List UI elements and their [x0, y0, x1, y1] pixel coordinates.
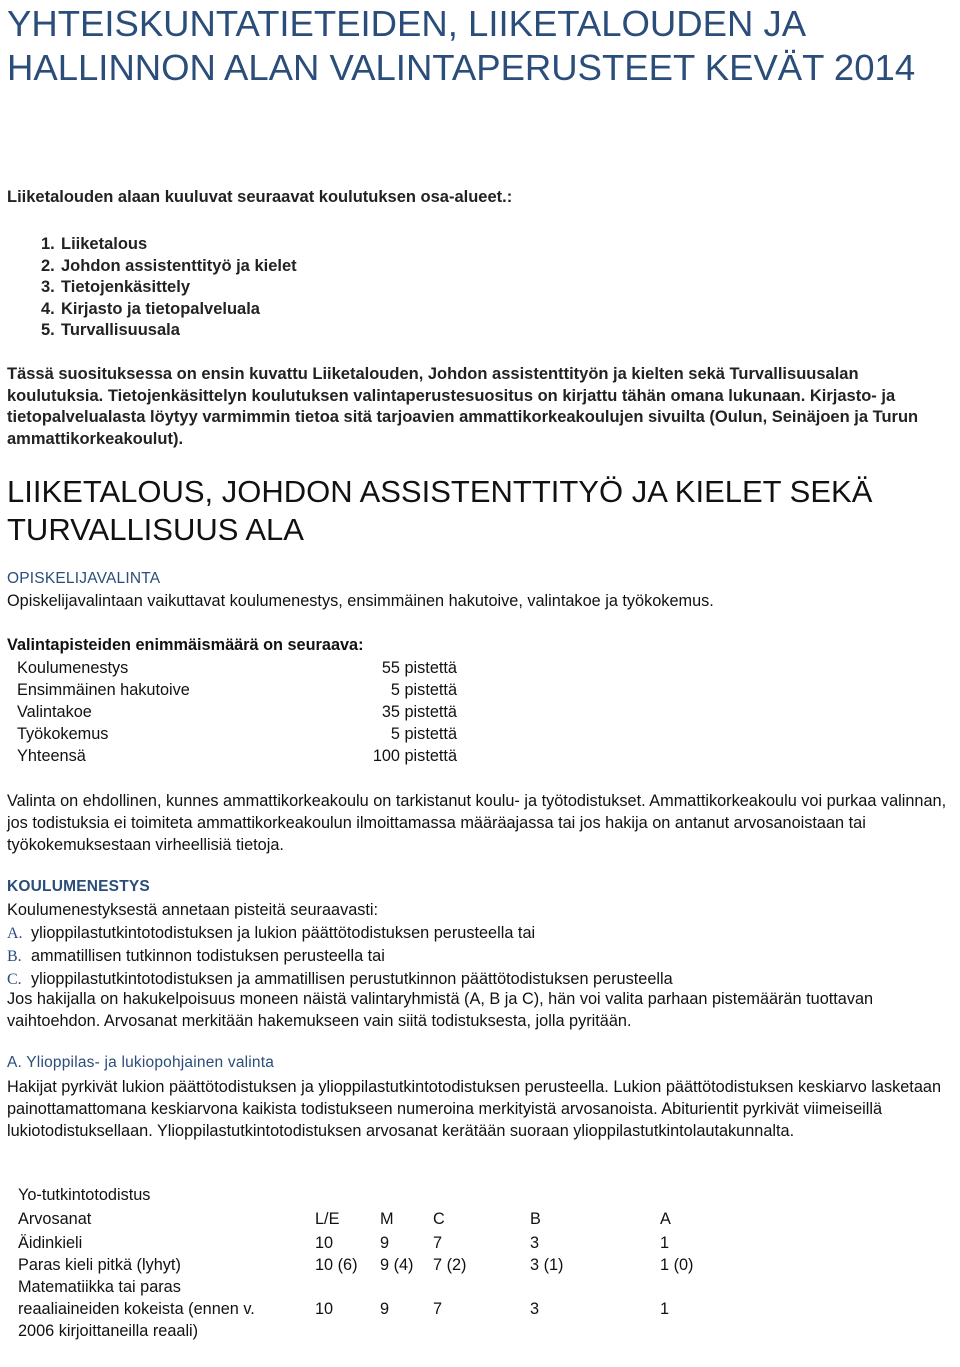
table-row: Äidinkieli 10 9 7 3 1 — [18, 1234, 670, 1252]
selection-text: Opiskelijavalintaan vaikuttavat koulumenestys, ensimmäinen hakutoive, valintakoe ja työkokemus. — [7, 592, 714, 610]
section-title: LIIKETALOUS, JOHDON ASSISTENTTITYÖ JA KIELET SEKÄ TURVALLISUUS ALA — [7, 474, 873, 547]
points-table — [17, 657, 457, 767]
options-list — [7, 922, 673, 991]
list-item: 2. Johdon assistenttityö ja kielet — [41, 256, 297, 275]
table-row: Koulumenestys 55 pistettä — [17, 658, 457, 677]
list-item: 3. Tietojenkäsittely — [41, 278, 190, 296]
table-row: Työkokemus 5 pistettä — [17, 724, 457, 743]
points-heading: Valintapisteiden enimmäismäärä on seuraava: — [7, 636, 364, 654]
conditional-paragraph: Valinta on ehdollinen, kunnes ammattikorkeakoulu on tarkistanut koulu- ja työtodistukset. Ammattikorkeakoulu voi purkaa valinnan, jos todistuksia ei toimiteta ammattikorkeakoulun ilmoittamassa määräajassa tai jos hakija on antanut arvosanoistaan tai työkokemuksestaan virheellisiä tietoja. — [7, 792, 947, 854]
table-row: Ensimmäinen hakutoive 5 pistettä — [17, 680, 457, 699]
section-a-heading: A. Ylioppilas- ja lukiopohjainen valinta — [7, 1054, 275, 1071]
intro-paragraph: Tässä suosituksessa on ensin kuvattu Liiketalouden, Johdon assistenttityön ja kielten sekä Turvallisuusalan koulutuksia. Tietojenkäsittelyn koulutuksen valintaperustesuositus on kirjattu tähän omana lukunaan. Kirjasto- ja tietopalvelualasta löytyy varmimmin tietoa sitä tarjoavien ammattikorkeakoulujen sivuilta (Oulun, Seinäjoen ja Turun ammattikorkeakoulut). — [7, 365, 919, 448]
list-item: 1. Liiketalous — [41, 235, 148, 253]
intro-text: Liiketalouden alaan kuuluvat seuraavat koulutuksen osa-alueet.: — [7, 188, 513, 206]
table-row: Paras kieli pitkä (lyhyt) 10 (6) 9 (4) 7 (2) 3 (1) 1 (0) — [18, 1256, 694, 1274]
list-item: C. ylioppilastutkintotodistuksen ja ammatillisen perustutkinnon päättötodistuksen perusteella — [7, 970, 673, 988]
list-item: 5. Turvallisuusala — [41, 321, 180, 339]
list-item: A. ylioppilastutkintotodistuksen ja lukion päättötodistuksen perusteella tai — [7, 924, 536, 942]
grades-table — [18, 1208, 720, 1342]
areas-list — [41, 234, 297, 342]
selection-heading: OPISKELIJAVALINTA — [7, 570, 161, 587]
school-text: Koulumenestyksestä annetaan pisteitä seuraavasti: — [7, 901, 379, 919]
list-item: B. ammatillisen tutkinnon todistuksen perusteella tai — [7, 947, 385, 965]
table-row: Matematiikka tai paras reaaliaineiden kokeista (ennen v. 2006 kirjoittaneilla reaali) 10 9 7 3 1 — [18, 1278, 670, 1340]
school-paragraph: Jos hakijalla on hakukelpoisuus moneen näistä valintaryhmistä (A, B ja C), hän voi valita parhaan pistemäärän tuottavan vaihtoehdon. Arvosanat merkitään hakemukseen vain siitä todistuksesta, jolla pyritään. — [7, 990, 874, 1030]
school-heading: KOULUMENESTYS — [7, 878, 150, 895]
grades-title: Yo-tutkintotodistus — [18, 1186, 151, 1204]
table-row: Valintakoe 35 pistettä — [17, 702, 457, 721]
page-title: YHTEISKUNTATIETEIDEN, LIIKETALOUDEN JA HALLINNON ALAN VALINTAPERUSTEET KEVÄT 2014 — [7, 3, 916, 88]
section-a-paragraph: Hakijat pyrkivät lukion päättötodistuksen ja ylioppilastutkintotodistuksen perusteella. Lukion päättötodistuksen keskiarvo lasketaan painottamattomana keskiarvona kaikista todistukseen numeroina merkityistä arvosanoista. Abiturientit pyrkivät viimeiseillä lukiotodistuksellaan. Ylioppilastutkintotodistuksen arvosanat kerätään suoraan ylioppilastutkintolautakunnalta. — [7, 1078, 941, 1140]
table-header-row: Arvosanat L/E M C B A — [18, 1210, 671, 1228]
list-item: 4. Kirjasto ja tietopalveluala — [41, 299, 260, 318]
table-row: Yhteensä 100 pistettä — [17, 746, 457, 765]
